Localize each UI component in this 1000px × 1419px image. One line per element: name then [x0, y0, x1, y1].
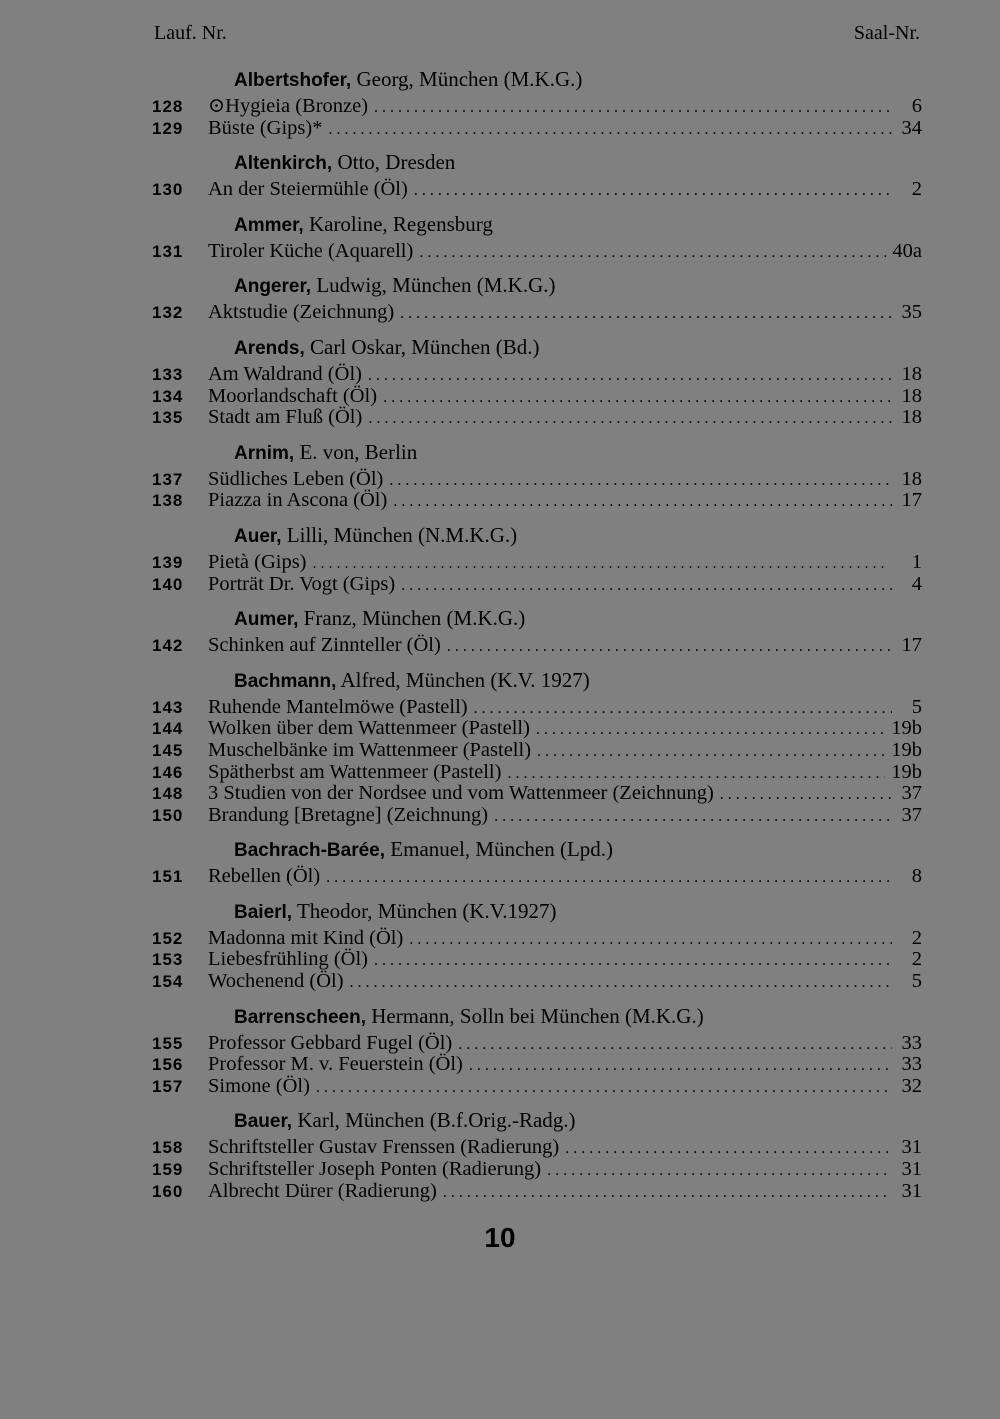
catalog-entry: [152, 1033, 922, 1055]
entry-number: 157: [152, 1076, 184, 1096]
column-header: [154, 22, 920, 50]
entry-room-number: 19b: [891, 760, 922, 783]
entry-number: 129: [152, 118, 184, 138]
entry-title: Südliches Leben (Öl): [208, 467, 384, 490]
entry-room-number: 19b: [891, 717, 922, 740]
entry-title: Muschelbänke im Wattenmeer (Pastell): [208, 738, 532, 761]
artist-heading: [152, 518, 922, 552]
artist-heading: [152, 435, 922, 469]
artist-heading: [152, 1103, 922, 1137]
catalog-entry: [152, 635, 922, 657]
artist-surname: Baierl,: [234, 901, 293, 923]
dot-leader: [474, 698, 892, 720]
entry-room-number: 18: [901, 362, 922, 385]
entry-room-number: 31: [901, 1158, 922, 1181]
catalog-entry: [152, 697, 922, 719]
artist-surname: Bachrach-Barée,: [234, 840, 386, 862]
dot-leader: [328, 119, 892, 141]
entry-title: Simone (Öl): [208, 1074, 310, 1097]
entry-title: Professor Gebbard Fugel (Öl): [208, 1031, 453, 1054]
entry-title: An der Steiermühle (Öl): [208, 178, 408, 201]
artist-details: E. von, Berlin: [294, 439, 418, 464]
entry-title: Spätherbst am Wattenmeer (Pastell): [208, 760, 502, 783]
entry-number: 132: [152, 303, 184, 323]
dot-leader: [536, 719, 885, 741]
artist-surname: Arends,: [234, 337, 305, 359]
catalog-entry: [152, 96, 922, 118]
dot-leader: [350, 972, 892, 994]
entry-number: 140: [152, 574, 184, 594]
artist-surname: Bachmann,: [234, 670, 337, 692]
artist-surname: Barrenscheen,: [234, 1006, 367, 1028]
artist-heading: [152, 62, 922, 96]
entry-number: 153: [152, 950, 184, 970]
dot-leader: [409, 929, 892, 951]
entry-room-number: 33: [901, 1031, 922, 1054]
artist-surname: Arnim,: [234, 442, 295, 464]
artist-heading: [152, 330, 922, 364]
catalog-entry: [152, 805, 922, 827]
catalog-entry: [152, 762, 922, 784]
dot-leader: [469, 1055, 892, 1077]
dot-leader: [368, 408, 892, 430]
entry-room-number: 1: [911, 550, 922, 573]
entry-title: Aktstudie (Zeichnung): [208, 301, 395, 324]
artist-heading: [152, 999, 922, 1033]
artist-details: Otto, Dresden: [332, 150, 456, 175]
entry-number: 152: [152, 928, 184, 948]
artist-surname: Angerer,: [234, 276, 312, 298]
entry-title: Albrecht Dürer (Radierung): [208, 1179, 437, 1202]
dot-leader: [494, 806, 892, 828]
artist-details: Hermann, Solln bei München (M.K.G.): [366, 1003, 704, 1028]
entry-title: Stadt am Fluß (Öl): [208, 406, 363, 429]
dot-leader: [537, 741, 885, 763]
catalog-entry: [152, 386, 922, 408]
dot-leader: [313, 553, 893, 575]
dot-leader: [316, 1077, 892, 1099]
entry-room-number: 5: [911, 970, 922, 993]
entry-title: Professor M. v. Feuerstein (Öl): [208, 1053, 463, 1076]
entry-title: Ruhende Mantelmöwe (Pastell): [208, 695, 468, 718]
catalog-list: [152, 62, 922, 1208]
entry-room-number: 37: [901, 782, 922, 805]
catalog-entry: [152, 949, 922, 971]
dot-leader: [507, 763, 885, 785]
artist-surname: Auer,: [234, 525, 282, 547]
artist-heading: [152, 145, 922, 179]
artist-surname: Aumer,: [234, 609, 299, 631]
entry-room-number: 4: [911, 572, 922, 595]
entry-title: Madonna mit Kind (Öl): [208, 926, 404, 949]
dot-leader: [458, 1034, 892, 1056]
catalog-entry: [152, 718, 922, 740]
catalog-entry: [152, 490, 922, 512]
catalog-entry: [152, 469, 922, 491]
entry-room-number: 18: [901, 467, 922, 490]
entry-number: 151: [152, 867, 184, 887]
entry-title: ⊙Hygieia (Bronze): [208, 95, 369, 117]
catalog-entry: [152, 1076, 922, 1098]
dot-leader: [547, 1160, 892, 1182]
catalog-entry: [152, 118, 922, 140]
artist-heading: [152, 832, 922, 866]
entry-number: 143: [152, 697, 184, 717]
artist-surname: Altenkirch,: [234, 153, 333, 175]
catalog-entry: [152, 552, 922, 574]
catalog-entry: [152, 364, 922, 386]
header-lauf-nr: Lauf. Nr.: [154, 22, 227, 44]
dot-leader: [374, 950, 892, 972]
dot-leader: [383, 387, 892, 409]
entry-title: Am Waldrand (Öl): [208, 362, 362, 385]
artist-heading: [152, 268, 922, 302]
entry-number: 128: [152, 97, 184, 116]
entry-title: Pietà (Gips): [208, 550, 307, 573]
entry-title: Wolken über dem Wattenmeer (Pastell): [208, 717, 530, 740]
entry-number: 150: [152, 805, 184, 825]
dot-leader: [443, 1182, 892, 1204]
catalog-entry: [152, 179, 922, 201]
artist-surname: Albertshofer,: [234, 70, 352, 91]
dot-leader: [393, 491, 892, 513]
entry-title: Moorlandschaft (Öl): [208, 384, 378, 407]
catalog-entry: [152, 928, 922, 950]
artist-surname: Ammer,: [234, 214, 304, 236]
artist-heading: [152, 601, 922, 635]
entry-number: 142: [152, 636, 184, 656]
artist-details: Franz, München (M.K.G.): [298, 606, 526, 631]
artist-details: Georg, München (M.K.G.): [351, 67, 583, 91]
artist-details: Ludwig, München (M.K.G.): [311, 273, 556, 298]
entry-number: 159: [152, 1160, 184, 1180]
entry-room-number: 35: [901, 301, 922, 324]
entry-room-number: 34: [901, 116, 922, 139]
entry-number: 135: [152, 408, 184, 428]
artist-surname: Bauer,: [234, 1111, 293, 1133]
catalog-entry: [152, 574, 922, 596]
artist-details: Lilli, München (N.M.K.G.): [281, 522, 518, 547]
entry-number: 148: [152, 784, 184, 804]
entry-number: 146: [152, 762, 184, 782]
entry-room-number: 2: [911, 926, 922, 949]
catalog-entry: [152, 740, 922, 762]
dot-leader: [400, 303, 892, 325]
dot-leader: [447, 636, 892, 658]
dot-leader: [414, 180, 892, 202]
entry-room-number: 2: [911, 178, 922, 201]
entry-number: 155: [152, 1033, 184, 1053]
entry-number: 144: [152, 719, 184, 739]
catalog-entry: [152, 302, 922, 324]
entry-title: Wochenend (Öl): [208, 970, 344, 993]
entry-room-number: 37: [901, 803, 922, 826]
artist-heading: [152, 207, 922, 241]
entry-title: 3 Studien von der Nordsee und vom Wattenmeer (Zeichnung): [208, 782, 714, 805]
dot-leader: [720, 784, 892, 806]
catalog-entry: [152, 1137, 922, 1159]
entry-number: 158: [152, 1138, 184, 1158]
entry-number: 154: [152, 972, 184, 992]
entry-room-number: 19b: [891, 738, 922, 761]
artist-details: Emanuel, München (Lpd.): [385, 837, 614, 862]
catalog-entry: [152, 866, 922, 888]
catalog-entry: [152, 783, 922, 805]
entry-number: 139: [152, 552, 184, 572]
entry-room-number: 31: [901, 1179, 922, 1202]
artist-details: Karl, München (B.f.Orig.-Radg.): [292, 1108, 576, 1133]
catalog-entry: [152, 971, 922, 993]
dot-leader: [374, 97, 892, 119]
artist-heading: [152, 894, 922, 928]
entry-title: Brandung [Bretagne] (Zeichnung): [208, 803, 489, 826]
entry-number: 134: [152, 386, 184, 406]
entry-title: Büste (Gips)*: [208, 116, 323, 139]
entry-room-number: 2: [911, 948, 922, 971]
artist-details: Carl Oskar, München (Bd.): [304, 334, 540, 359]
entry-title: Piazza in Ascona (Öl): [208, 489, 388, 512]
catalog-entry: [152, 1159, 922, 1181]
entry-number: 133: [152, 364, 184, 384]
entry-room-number: 18: [901, 406, 922, 429]
entry-title: Schriftsteller Joseph Ponten (Radierung): [208, 1158, 542, 1181]
entry-number: 156: [152, 1055, 184, 1075]
entry-room-number: 8: [911, 865, 922, 888]
dot-leader: [401, 575, 892, 597]
entry-number: 145: [152, 740, 184, 760]
entry-title: Tiroler Küche (Aquarell): [208, 239, 414, 262]
artist-details: Karoline, Regensburg: [303, 211, 493, 236]
dot-leader: [419, 242, 886, 264]
entry-number: 160: [152, 1181, 184, 1201]
entry-room-number: 6: [911, 95, 922, 117]
entry-room-number: 5: [911, 695, 922, 718]
entry-room-number: 40a: [892, 239, 922, 262]
entry-title: Porträt Dr. Vogt (Gips): [208, 572, 396, 595]
dot-leader: [565, 1138, 892, 1160]
header-saal-nr: Saal-Nr.: [853, 22, 920, 44]
catalog-entry: [152, 1181, 922, 1203]
entry-room-number: 18: [901, 384, 922, 407]
entry-number: 131: [152, 241, 184, 261]
entry-room-number: 33: [901, 1053, 922, 1076]
catalog-entry: [152, 407, 922, 429]
entry-room-number: 31: [901, 1136, 922, 1159]
artist-details: Theodor, München (K.V.1927): [292, 898, 557, 923]
catalog-entry: [152, 1054, 922, 1076]
entry-title: Schriftsteller Gustav Frenssen (Radierung): [208, 1136, 560, 1159]
dot-leader: [389, 470, 892, 492]
entry-title: Liebesfrühling (Öl): [208, 948, 368, 971]
entry-number: 138: [152, 491, 184, 511]
artist-details: Alfred, München (K.V. 1927): [336, 667, 590, 692]
entry-room-number: 32: [901, 1074, 922, 1097]
entry-number: 130: [152, 180, 184, 200]
dot-leader: [368, 365, 892, 387]
entry-room-number: 17: [901, 634, 922, 657]
entry-number: 137: [152, 469, 184, 489]
page-number: 10: [484, 1222, 516, 1253]
entry-title: Schinken auf Zinnteller (Öl): [208, 634, 441, 657]
entry-title: Rebellen (Öl): [208, 865, 321, 888]
dot-leader: [326, 867, 892, 889]
entry-room-number: 17: [901, 489, 922, 512]
catalog-entry: [152, 241, 922, 263]
artist-heading: [152, 663, 922, 697]
